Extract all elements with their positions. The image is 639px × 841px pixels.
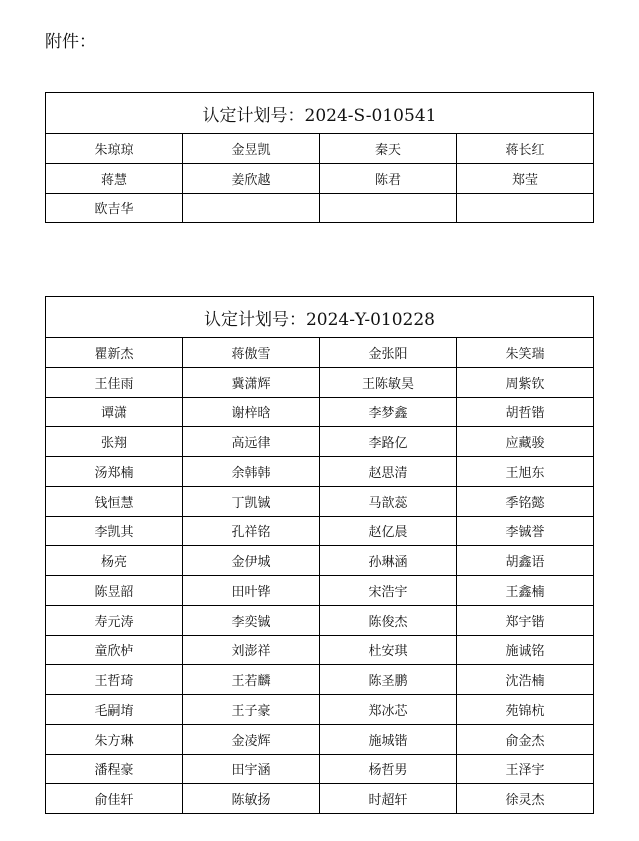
name-cell: 秦天 [320,134,457,164]
name-cell: 陈俊杰 [320,605,457,635]
name-cell: 孙琳涵 [320,546,457,576]
name-cell: 李凯其 [46,516,183,546]
name-cell: 金凌辉 [183,724,320,754]
name-cell: 赵亿晨 [320,516,457,546]
name-cell: 施城锴 [320,724,457,754]
name-cell: 沈浩楠 [457,665,594,695]
name-cell: 蒋长红 [457,134,594,164]
table-row [46,397,594,427]
table-row [46,134,594,164]
table-row [46,576,594,606]
name-cell: 朱方琳 [46,724,183,754]
name-cell: 陈君 [320,163,457,193]
name-cell: 丁凯铖 [183,486,320,516]
name-cell: 郑冰芯 [320,695,457,725]
table-row [46,193,594,223]
plan-table-title: 认定计划号：2024-Y-010228 [46,297,594,338]
table-row [46,486,594,516]
name-cell: 马歆蕊 [320,486,457,516]
name-cell: 李梦鑫 [320,397,457,427]
name-cell: 徐灵杰 [457,784,594,814]
name-cell: 宋浩宇 [320,576,457,606]
name-cell: 俞金杰 [457,724,594,754]
name-cell: 王子豪 [183,695,320,725]
name-cell: 瞿新杰 [46,338,183,368]
table-row [46,516,594,546]
name-cell: 杨亮 [46,546,183,576]
plan-table-header-row [46,93,594,134]
name-cell: 张翔 [46,427,183,457]
name-cell: 陈圣鹏 [320,665,457,695]
name-cell [320,193,457,223]
name-cell: 郑莹 [457,163,594,193]
name-cell: 蒋傲雪 [183,338,320,368]
name-cell: 谭潇 [46,397,183,427]
name-cell: 毛嗣堉 [46,695,183,725]
table-row [46,457,594,487]
name-cell: 王佳雨 [46,367,183,397]
name-cell: 王若麟 [183,665,320,695]
table-row [46,754,594,784]
name-cell: 金张阳 [320,338,457,368]
name-cell: 姜欣越 [183,163,320,193]
name-cell: 李路亿 [320,427,457,457]
name-cell: 蒋慧 [46,163,183,193]
table-row [46,724,594,754]
name-cell: 金伊城 [183,546,320,576]
name-cell: 田叶铧 [183,576,320,606]
name-cell: 寿元涛 [46,605,183,635]
name-cell: 高远律 [183,427,320,457]
name-cell: 王陈敏昊 [320,367,457,397]
name-cell: 杨哲男 [320,754,457,784]
plan-table-title: 认定计划号：2024-S-010541 [46,93,594,134]
table-row [46,784,594,814]
table-row [46,367,594,397]
name-cell [183,193,320,223]
table-row [46,338,594,368]
name-cell: 李奕铖 [183,605,320,635]
name-cell: 潘程豪 [46,754,183,784]
name-cell: 王哲琦 [46,665,183,695]
table-row [46,695,594,725]
name-cell: 李铖誉 [457,516,594,546]
name-cell: 周紫钦 [457,367,594,397]
name-cell: 王鑫楠 [457,576,594,606]
name-cell: 谢梓晗 [183,397,320,427]
table-row [46,546,594,576]
name-cell: 朱笑瑞 [457,338,594,368]
name-cell: 余韩韩 [183,457,320,487]
name-cell: 汤郑楠 [46,457,183,487]
table-row [46,665,594,695]
name-cell: 王泽宇 [457,754,594,784]
table-row [46,427,594,457]
table-row [46,163,594,193]
name-cell: 朱琼琼 [46,134,183,164]
name-cell: 季铭懿 [457,486,594,516]
plan-table-header-row [46,297,594,338]
name-cell [457,193,594,223]
name-cell: 郑宇锴 [457,605,594,635]
name-cell: 陈昱韶 [46,576,183,606]
name-cell: 时超轩 [320,784,457,814]
name-cell: 孔祥铭 [183,516,320,546]
name-cell: 童欣栌 [46,635,183,665]
table-row [46,635,594,665]
name-cell: 王旭东 [457,457,594,487]
name-cell: 俞佳轩 [46,784,183,814]
name-cell: 应藏骏 [457,427,594,457]
name-cell: 苑锦杭 [457,695,594,725]
name-cell: 赵思清 [320,457,457,487]
name-cell: 田宇涵 [183,754,320,784]
name-cell: 欧吉华 [46,193,183,223]
name-cell: 杜安琪 [320,635,457,665]
name-cell: 胡鑫语 [457,546,594,576]
name-cell: 钱恒慧 [46,486,183,516]
table-row [46,605,594,635]
name-cell: 施诚铭 [457,635,594,665]
name-cell: 金昱凯 [183,134,320,164]
name-cell: 刘澎祥 [183,635,320,665]
plan-table [45,296,594,814]
name-cell: 冀潇辉 [183,367,320,397]
attachment-label: 附件： [45,32,96,52]
name-cell: 胡哲锴 [457,397,594,427]
plan-table [45,92,594,223]
name-cell: 陈敏扬 [183,784,320,814]
